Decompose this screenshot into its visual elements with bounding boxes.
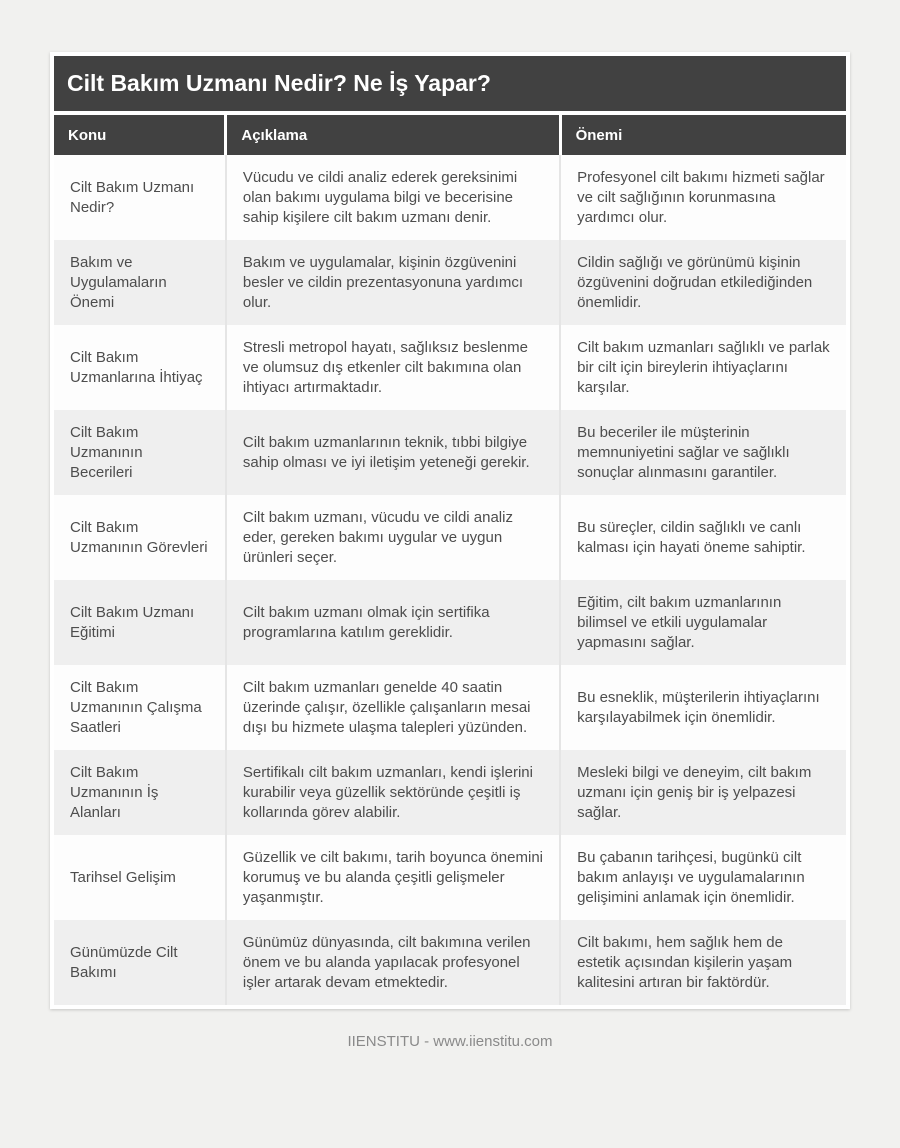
table-card xyxy=(50,52,850,1009)
cell-onemi: Eğitim, cilt bakım uzmanlarının bilimsel ve etkili uygulamalar yapmasını sağlar. xyxy=(560,580,846,665)
table-row xyxy=(54,920,846,1005)
cell-aciklama: Bakım ve uygulamalar, kişinin özgüvenini besler ve cildin prezentasyonuna yardımcı olur. xyxy=(226,240,560,325)
table-row xyxy=(54,325,846,410)
column-header-konu: Konu xyxy=(54,115,226,155)
table-row xyxy=(54,410,846,495)
cell-konu: Cilt Bakım Uzmanının İş Alanları xyxy=(70,763,159,821)
cell-aciklama: Cilt bakım uzmanı, vücudu ve cildi analiz eder, gereken bakımı uygular ve uygun ürünleri seçer. xyxy=(226,495,560,580)
cell-onemi: Profesyonel cilt bakımı hizmeti sağlar ve cilt sağlığının korunmasına yardımcı olur. xyxy=(560,155,846,240)
cell-onemi: Bu esneklik, müşterilerin ihtiyaçlarını karşılayabilmek için önemlidir. xyxy=(560,665,846,750)
cell-onemi: Cilt bakımı, hem sağlık hem de estetik açısından kişilerin yaşam kalitesini artıran bir faktördür. xyxy=(560,920,846,1005)
cell-onemi: Mesleki bilgi ve deneyim, cilt bakım uzmanı için geniş bir iş yelpazesi sağlar. xyxy=(560,750,846,835)
cell-aciklama: Stresli metropol hayatı, sağlıksız beslenme ve olumsuz dış etkenler cilt bakımına olan ihtiyacı artırmaktadır. xyxy=(226,325,560,410)
table-row xyxy=(54,835,846,920)
info-table xyxy=(54,115,846,1005)
cell-onemi: Cilt bakım uzmanları sağlıklı ve parlak bir cilt için bireylerin ihtiyaçlarını karşılar. xyxy=(560,325,846,410)
cell-onemi: Bu süreçler, cildin sağlıklı ve canlı kalması için hayati öneme sahiptir. xyxy=(560,495,846,580)
column-header-onemi: Önemi xyxy=(560,115,846,155)
cell-konu: Cilt Bakım Uzmanının Çalışma Saatleri xyxy=(70,678,202,736)
cell-konu: Cilt Bakım Uzmanının Becerileri xyxy=(70,423,143,481)
cell-onemi: Bu çabanın tarihçesi, bugünkü cilt bakım anlayışı ve uygulamalarının gelişimini anlamak için önemlidir. xyxy=(560,835,846,920)
table-row xyxy=(54,580,846,665)
table-row xyxy=(54,750,846,835)
table-row xyxy=(54,495,846,580)
table-row xyxy=(54,155,846,240)
cell-konu: Tarihsel Gelişim xyxy=(70,868,176,886)
cell-aciklama: Cilt bakım uzmanları genelde 40 saatin üzerinde çalışır, özellikle çalışanların mesai dışı bu hizmete ulaşma talepleri yüzünden. xyxy=(226,665,560,750)
cell-aciklama: Sertifikalı cilt bakım uzmanları, kendi işlerini kurabilir veya güzellik sektöründe çeşitli iş kollarında görev alabilir. xyxy=(226,750,560,835)
cell-konu: Bakım ve Uygulamaların Önemi xyxy=(70,253,167,311)
cell-onemi: Cildin sağlığı ve görünümü kişinin özgüvenini doğrudan etkilediğinden önemlidir. xyxy=(560,240,846,325)
footer-credit: IIENSTITU - www.iienstitu.com xyxy=(347,1033,553,1050)
table-row xyxy=(54,240,846,325)
cell-konu: Cilt Bakım Uzmanlarına İhtiyaç xyxy=(70,348,203,386)
cell-konu: Cilt Bakım Uzmanının Görevleri xyxy=(70,518,208,556)
cell-konu: Cilt Bakım Uzmanı Nedir? xyxy=(70,178,195,216)
cell-aciklama: Güzellik ve cilt bakımı, tarih boyunca önemini korumuş ve bu alanda çeşitli gelişmeler yaşanmıştır. xyxy=(226,835,560,920)
cell-konu: Günümüzde Cilt Bakımı xyxy=(70,943,178,981)
page-title: Cilt Bakım Uzmanı Nedir? Ne İş Yapar? xyxy=(54,56,846,111)
table-row xyxy=(54,665,846,750)
table-header-row xyxy=(54,115,846,155)
cell-aciklama: Cilt bakım uzmanlarının teknik, tıbbi bilgiye sahip olması ve iyi iletişim yeteneği gerekir. xyxy=(226,410,560,495)
cell-aciklama: Günümüz dünyasında, cilt bakımına verilen önem ve bu alanda yapılacak profesyonel işler artarak devam etmektedir. xyxy=(226,920,560,1005)
cell-aciklama: Vücudu ve cildi analiz ederek gereksinimi olan bakımı uygulama bilgi ve becerisine sahip kişilere cilt bakım uzmanı denir. xyxy=(226,155,560,240)
cell-aciklama: Cilt bakım uzmanı olmak için sertifika programlarına katılım gereklidir. xyxy=(226,580,560,665)
cell-konu: Cilt Bakım Uzmanı Eğitimi xyxy=(70,603,195,641)
cell-onemi: Bu beceriler ile müşterinin memnuniyetini sağlar ve sağlıklı sonuçlar alınmasını garantiler. xyxy=(560,410,846,495)
column-header-aciklama: Açıklama xyxy=(226,115,560,155)
